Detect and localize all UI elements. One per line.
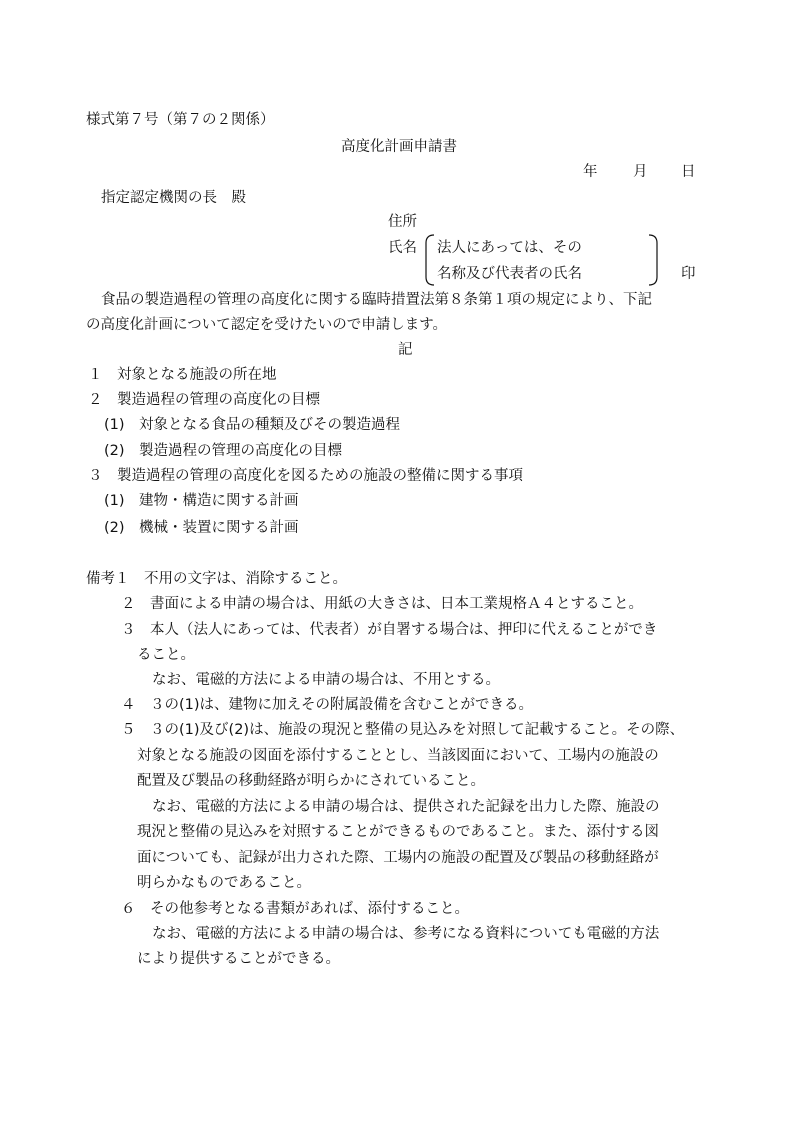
item-1: １ 対象となる施設の所在地: [88, 367, 277, 383]
name-note-line1: 法人にあっては、その: [437, 240, 582, 256]
name-note-line2: 名称及び代表者の氏名: [437, 266, 582, 282]
right-bracket: [647, 234, 659, 286]
addressee: 指定認定機関の長 殿: [101, 190, 246, 206]
item-3-2: (2) 機械・装置に関する計画: [104, 520, 299, 536]
note-3-line-1: ３ 本人（法人にあっては、代表者）が自署する場合は、押印に代えることができ: [121, 622, 658, 638]
item-2-2: (2) 製造過程の管理の高度化の目標: [104, 443, 343, 459]
item-2: ２ 製造過程の管理の高度化の目標: [88, 392, 320, 408]
item-2-1: (1) 対象となる食品の種類及びその製造過程: [104, 417, 401, 433]
document-title: 高度化計画申請書: [341, 139, 457, 155]
item-3: ３ 製造過程の管理の高度化を図るための施設の整備に関する事項: [88, 468, 523, 484]
note-5-line-4: なお、電磁的方法による申請の場合は、提供された記録を出力した際、施設の: [152, 799, 660, 815]
ki-mark: 記: [398, 342, 413, 358]
note-2: ２ 書面による申請の場合は、用紙の大きさは、日本工業規格Ａ４とすること。: [121, 596, 643, 612]
left-bracket: [424, 234, 436, 286]
note-6-line-2: なお、電磁的方法による申請の場合は、参考になる資料についても電磁的方法: [152, 926, 660, 942]
note-6-line-1: ６ その他参考となる書類があれば、添付すること。: [121, 901, 469, 917]
date-month: 月: [633, 164, 648, 180]
name-label: 氏名: [388, 240, 417, 256]
date-day: 日: [681, 164, 696, 180]
note-3-line-2: ること。: [137, 647, 195, 663]
item-3-1: (1) 建物・構造に関する計画: [104, 493, 299, 509]
note-5-line-6: 面についても、記録が出力された際、工場内の施設の配置及び製品の移動経路が: [137, 850, 659, 866]
note-5-line-7: 明らかなものであること。: [137, 875, 311, 891]
note-5-line-1: ５ ３の(1)及び(2)は、施設の現況と整備の見込みを対照して記載すること。その際、: [121, 722, 685, 738]
body-line-2: の高度化計画について認定を受けたいので申請します。: [86, 317, 448, 333]
address-label: 住所: [388, 214, 417, 230]
note-5-line-2: 対象となる施設の図面を添付することとし、当該図面において、工場内の施設の: [137, 748, 659, 764]
note-4: ４ ３の(1)は、建物に加えその附属設備を含むことができる。: [121, 697, 534, 713]
note-6-line-3: により提供することができる。: [137, 951, 340, 967]
date-year: 年: [583, 164, 598, 180]
note-5-line-5: 現況と整備の見込みを対照することができるものであること。また、添付する図: [137, 824, 659, 840]
note-1: 備考１ 不用の文字は、消除すること。: [86, 571, 347, 587]
seal-mark: 印: [681, 266, 696, 282]
note-3-line-3: なお、電磁的方法による申請の場合は、不用とする。: [152, 672, 500, 688]
body-line-1: 食品の製造過程の管理の高度化に関する臨時措置法第８条第１項の規定により、下記: [101, 292, 652, 308]
note-5-line-3: 配置及び製品の移動経路が明らかにされていること。: [137, 773, 485, 789]
form-number: 様式第７号（第７の２関係）: [86, 112, 275, 128]
